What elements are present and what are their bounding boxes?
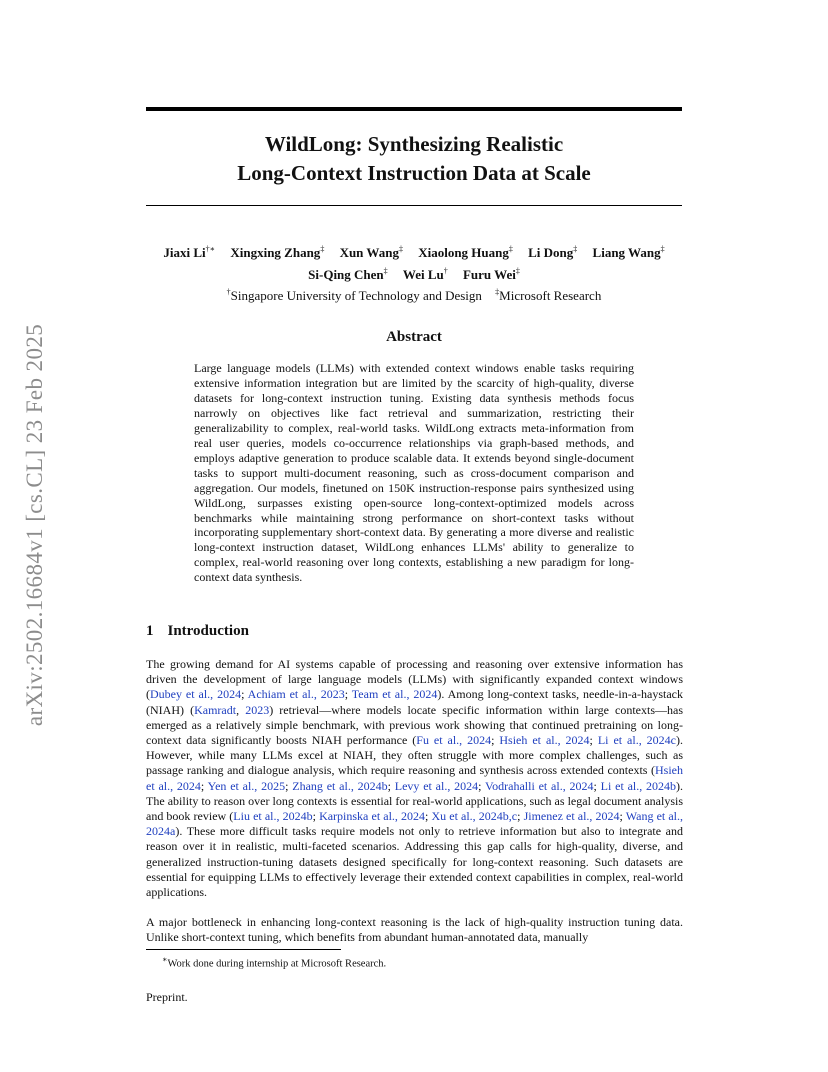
citation-link[interactable]: Li et al., 2024b bbox=[600, 778, 677, 793]
citation-link[interactable]: Jimenez et al., 2024 bbox=[523, 809, 620, 824]
author-block bbox=[146, 241, 682, 305]
author-row-1 bbox=[146, 241, 682, 262]
arxiv-id-text: arXiv:2502.16684v1 [cs.CL] 23 Feb 2025 bbox=[22, 323, 47, 727]
paper-title bbox=[146, 130, 682, 188]
citation-link[interactable]: Team et al., 2024 bbox=[351, 687, 438, 702]
citation-link[interactable]: Karpinska et al., 2024 bbox=[319, 809, 426, 824]
author: Liang Wang‡ bbox=[592, 245, 665, 261]
abstract-heading: Abstract bbox=[386, 329, 442, 345]
author: Xiaolong Huang‡ bbox=[418, 245, 513, 261]
citation-link[interactable]: 2023 bbox=[245, 702, 270, 717]
footnote-rule bbox=[146, 949, 341, 950]
citation-link[interactable]: Zhang et al., 2024b bbox=[292, 778, 388, 793]
affiliation: ‡Microsoft Research bbox=[495, 287, 602, 303]
citation-link[interactable]: Li et al., 2024c bbox=[597, 733, 676, 748]
citation-link[interactable]: Levy et al., 2024 bbox=[394, 778, 479, 793]
author: Jiaxi Li†∗ bbox=[163, 245, 216, 261]
citation-link[interactable]: Kamradt bbox=[194, 702, 237, 717]
arxiv-identifier-stamp bbox=[15, 290, 55, 760]
citation-link[interactable]: Dubey et al., 2024 bbox=[150, 687, 242, 702]
author: Wei Lu† bbox=[402, 266, 448, 282]
affiliation: †Singapore University of Technology and Design bbox=[226, 287, 482, 303]
title-line-1: WildLong: Synthesizing Realistic bbox=[264, 132, 564, 156]
intro-paragraph-2: A major bottleneck in enhancing long-context reasoning is the lack of high-quality instruction tuning data. Unlike short-context tuning, which benefits from abundant human-annotated data, manually bbox=[146, 915, 683, 945]
preprint-label: Preprint. bbox=[146, 990, 188, 1004]
affiliation-row bbox=[146, 284, 682, 305]
title-rule-top bbox=[146, 107, 682, 111]
author: Li Dong‡ bbox=[528, 245, 578, 261]
citation-link[interactable]: Vodrahalli et al., 2024 bbox=[485, 778, 594, 793]
citation-link[interactable]: Yen et al., 2025 bbox=[207, 778, 286, 793]
citation-link[interactable]: Liu et al., 2024b bbox=[233, 809, 313, 824]
citation-link[interactable]: Achiam et al., 2023 bbox=[247, 687, 345, 702]
section-heading bbox=[146, 623, 249, 640]
intro-paragraph-1: The growing demand for AI systems capable of processing and reasoning over extensive information has driven the development of large language models (LLMs) with significantly expanded context windows (Dubey et al., 2024; Achiam et al., 2023; Team et al., 2024). Among long-context tasks, needle-in-a-haystack (NIAH) (Kamradt, 2023) retrieval—where models locate specific information within large contexts—has emerged as a relatively simple benchmark, with previous work showing that continued pretraining on long-context data significantly boosts NIAH performance (Fu et al., 2024; Hsieh et al., 2024; Li et al., 2024c). However, while many LLMs excel at NIAH, they often struggle with more complex challenges, such as passage ranking and dialogue analysis, which require reasoning and synthesis across extended contexts (Hsieh et al., 2024; Yen et al., 2025; Zhang et al., 2024b; Levy et al., 2024; Vodrahalli et al., 2024; Li et al., 2024b). The ability to reason over long contexts is essential for real-world applications, such as legal document analysis and book review (Liu et al., 2024b; Karpinska et al., 2024; Xu et al., 2024b,c; Jimenez et al., 2024; Wang et al., 2024a). These more difficult tasks require models not only to retrieve information but also to integrate and reason over it in realistic, multi-faceted scenarios. Addressing this gap calls for high-quality, diverse, and generalized instruction-tuning datasets designed specifically for long-context reasoning. Such datasets are essential for equipping LLMs to effectively leverage their extended context capabilities in complex, real-world applications. bbox=[146, 657, 684, 900]
author: Furu Wei‡ bbox=[462, 266, 520, 282]
author: Xun Wang‡ bbox=[339, 245, 403, 261]
footnote: ∗Work done during internship at Microsoft Research. bbox=[162, 955, 387, 970]
citation-link[interactable]: Xu et al., 2024b,c bbox=[431, 809, 518, 824]
section-number: 1 bbox=[146, 623, 154, 639]
citation-link[interactable]: Wang et al., 2024a bbox=[146, 809, 684, 839]
author: Si-Qing Chen‡ bbox=[308, 266, 388, 282]
title-rule-bottom bbox=[146, 205, 682, 206]
citation-link[interactable]: Fu et al., 2024 bbox=[416, 733, 492, 748]
section-title: Introduction bbox=[167, 623, 249, 639]
author-row-2 bbox=[146, 262, 682, 283]
abstract-body: Large language models (LLMs) with extended context windows enable tasks requiring extensive information integration but are limited by the scarcity of high-quality, diverse datasets for long-context instruction tuning. Existing data synthesis methods focus narrowly on objectives like fact retrieval and summarization, restricting their generalizability to complex, real-world tasks. WildLong extracts meta-information from real user queries, models co-occurrence relationships via graph-based methods, and employs adaptive generation to produce scalable data. It extends beyond single-document tasks to support multi-document reasoning, such as cross-document comparison and aggregation. Our models, finetuned on 150K instruction-response pairs synthesized using WildLong, surpasses existing open-source long-context-optimized models across benchmarks while maintaining strong performance on short-context tasks without incorporating supplementary short-context data. By generating a more diverse and realistic long-context instruction dataset, WildLong enhances LLMs' ability to generalize to complex, real-world reasoning over long contexts, establishing a new paradigm for long-context data synthesis. bbox=[194, 361, 634, 585]
citation-link[interactable]: Hsieh et al., 2024 bbox=[499, 733, 590, 748]
author: Xingxing Zhang‡ bbox=[230, 245, 325, 261]
title-line-2: Long-Context Instruction Data at Scale bbox=[237, 161, 591, 185]
citation-link[interactable]: Hsieh et al., 2024 bbox=[146, 763, 683, 793]
